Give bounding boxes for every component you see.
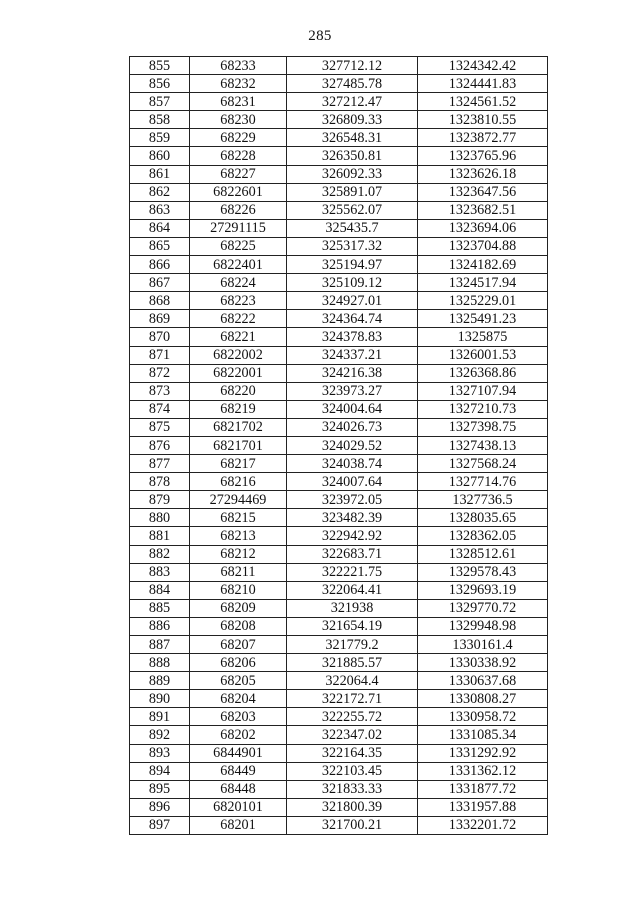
table-row — [130, 545, 548, 563]
row-index-cell: 893 — [130, 744, 190, 762]
y-coordinate-cell: 1323694.06 — [418, 219, 548, 237]
row-index-cell: 886 — [130, 617, 190, 635]
point-id-cell: 6821701 — [190, 436, 287, 454]
table-row — [130, 473, 548, 491]
row-index-cell: 895 — [130, 780, 190, 798]
y-coordinate-cell: 1323810.55 — [418, 111, 548, 129]
x-coordinate-cell: 326092.33 — [287, 165, 418, 183]
point-id-cell: 27294469 — [190, 491, 287, 509]
table-row — [130, 617, 548, 635]
y-coordinate-cell: 1329948.98 — [418, 617, 548, 635]
x-coordinate-cell: 324004.64 — [287, 400, 418, 418]
row-index-cell: 894 — [130, 762, 190, 780]
y-coordinate-cell: 1329578.43 — [418, 563, 548, 581]
y-coordinate-cell: 1324441.83 — [418, 75, 548, 93]
table-row — [130, 201, 548, 219]
point-id-cell: 68222 — [190, 310, 287, 328]
point-id-cell: 68201 — [190, 816, 287, 834]
row-index-cell: 887 — [130, 636, 190, 654]
table-row — [130, 147, 548, 165]
point-id-cell: 68233 — [190, 57, 287, 75]
y-coordinate-cell: 1327438.13 — [418, 436, 548, 454]
x-coordinate-cell: 326809.33 — [287, 111, 418, 129]
point-id-cell: 68202 — [190, 726, 287, 744]
row-index-cell: 872 — [130, 364, 190, 382]
y-coordinate-cell: 1324517.94 — [418, 274, 548, 292]
y-coordinate-cell: 1325229.01 — [418, 292, 548, 310]
y-coordinate-cell: 1326001.53 — [418, 346, 548, 364]
x-coordinate-cell: 322172.71 — [287, 690, 418, 708]
table-row — [130, 274, 548, 292]
row-index-cell: 885 — [130, 599, 190, 617]
y-coordinate-cell: 1323704.88 — [418, 237, 548, 255]
row-index-cell: 891 — [130, 708, 190, 726]
table-row — [130, 744, 548, 762]
table-row — [130, 418, 548, 436]
x-coordinate-cell: 321800.39 — [287, 798, 418, 816]
point-id-cell: 6844901 — [190, 744, 287, 762]
y-coordinate-cell: 1323682.51 — [418, 201, 548, 219]
x-coordinate-cell: 321833.33 — [287, 780, 418, 798]
table-row — [130, 527, 548, 545]
row-index-cell: 863 — [130, 201, 190, 219]
row-index-cell: 864 — [130, 219, 190, 237]
x-coordinate-cell: 321885.57 — [287, 654, 418, 672]
row-index-cell: 876 — [130, 436, 190, 454]
point-id-cell: 68206 — [190, 654, 287, 672]
y-coordinate-cell: 1330637.68 — [418, 672, 548, 690]
table-row — [130, 219, 548, 237]
row-index-cell: 868 — [130, 292, 190, 310]
row-index-cell: 878 — [130, 473, 190, 491]
point-id-cell: 68212 — [190, 545, 287, 563]
row-index-cell: 892 — [130, 726, 190, 744]
x-coordinate-cell: 321938 — [287, 599, 418, 617]
table-row — [130, 111, 548, 129]
x-coordinate-cell: 322064.4 — [287, 672, 418, 690]
y-coordinate-cell: 1324561.52 — [418, 93, 548, 111]
point-id-cell: 68209 — [190, 599, 287, 617]
point-id-cell: 68227 — [190, 165, 287, 183]
point-id-cell: 6822001 — [190, 364, 287, 382]
row-index-cell: 862 — [130, 183, 190, 201]
row-index-cell: 858 — [130, 111, 190, 129]
row-index-cell: 860 — [130, 147, 190, 165]
table-row — [130, 129, 548, 147]
point-id-cell: 68215 — [190, 509, 287, 527]
point-id-cell: 68205 — [190, 672, 287, 690]
table-row — [130, 780, 548, 798]
point-id-cell: 68223 — [190, 292, 287, 310]
point-id-cell: 6821702 — [190, 418, 287, 436]
y-coordinate-cell: 1327398.75 — [418, 418, 548, 436]
x-coordinate-cell: 325109.12 — [287, 274, 418, 292]
table-row — [130, 75, 548, 93]
y-coordinate-cell: 1328512.61 — [418, 545, 548, 563]
row-index-cell: 865 — [130, 237, 190, 255]
x-coordinate-cell: 322683.71 — [287, 545, 418, 563]
point-id-cell: 68224 — [190, 274, 287, 292]
row-index-cell: 884 — [130, 581, 190, 599]
row-index-cell: 881 — [130, 527, 190, 545]
point-id-cell: 68225 — [190, 237, 287, 255]
y-coordinate-cell: 1331877.72 — [418, 780, 548, 798]
x-coordinate-cell: 325317.32 — [287, 237, 418, 255]
point-id-cell: 6822401 — [190, 256, 287, 274]
x-coordinate-cell: 327485.78 — [287, 75, 418, 93]
point-id-cell: 68226 — [190, 201, 287, 219]
y-coordinate-cell: 1327736.5 — [418, 491, 548, 509]
x-coordinate-cell: 324216.38 — [287, 364, 418, 382]
point-id-cell: 68204 — [190, 690, 287, 708]
row-index-cell: 873 — [130, 382, 190, 400]
x-coordinate-cell: 322164.35 — [287, 744, 418, 762]
table-row — [130, 599, 548, 617]
table-row — [130, 364, 548, 382]
y-coordinate-cell: 1331085.34 — [418, 726, 548, 744]
point-id-cell: 6822002 — [190, 346, 287, 364]
table-row — [130, 672, 548, 690]
y-coordinate-cell: 1327714.76 — [418, 473, 548, 491]
y-coordinate-cell: 1323626.18 — [418, 165, 548, 183]
x-coordinate-cell: 325435.7 — [287, 219, 418, 237]
table-row — [130, 636, 548, 654]
point-id-cell: 68221 — [190, 328, 287, 346]
x-coordinate-cell: 324337.21 — [287, 346, 418, 364]
x-coordinate-cell: 324927.01 — [287, 292, 418, 310]
row-index-cell: 890 — [130, 690, 190, 708]
x-coordinate-cell: 324038.74 — [287, 455, 418, 473]
y-coordinate-cell: 1325875 — [418, 328, 548, 346]
x-coordinate-cell: 321779.2 — [287, 636, 418, 654]
y-coordinate-cell: 1329770.72 — [418, 599, 548, 617]
point-id-cell: 68208 — [190, 617, 287, 635]
point-id-cell: 6822601 — [190, 183, 287, 201]
point-id-cell: 68230 — [190, 111, 287, 129]
point-id-cell: 68228 — [190, 147, 287, 165]
point-id-cell: 68213 — [190, 527, 287, 545]
y-coordinate-cell: 1331957.88 — [418, 798, 548, 816]
y-coordinate-cell: 1327568.24 — [418, 455, 548, 473]
table-row — [130, 509, 548, 527]
x-coordinate-cell: 324029.52 — [287, 436, 418, 454]
row-index-cell: 889 — [130, 672, 190, 690]
row-index-cell: 867 — [130, 274, 190, 292]
y-coordinate-cell: 1332201.72 — [418, 816, 548, 834]
row-index-cell: 871 — [130, 346, 190, 364]
point-id-cell: 68211 — [190, 563, 287, 581]
row-index-cell: 859 — [130, 129, 190, 147]
x-coordinate-cell: 325891.07 — [287, 183, 418, 201]
x-coordinate-cell: 322347.02 — [287, 726, 418, 744]
table-row — [130, 183, 548, 201]
table-row — [130, 256, 548, 274]
point-id-cell: 68216 — [190, 473, 287, 491]
row-index-cell: 857 — [130, 93, 190, 111]
table-row — [130, 292, 548, 310]
coordinates-table — [129, 56, 548, 835]
x-coordinate-cell: 322064.41 — [287, 581, 418, 599]
point-id-cell: 68210 — [190, 581, 287, 599]
table-row — [130, 455, 548, 473]
row-index-cell: 856 — [130, 75, 190, 93]
table-row — [130, 654, 548, 672]
table-row — [130, 93, 548, 111]
x-coordinate-cell: 321654.19 — [287, 617, 418, 635]
table-row — [130, 165, 548, 183]
row-index-cell: 866 — [130, 256, 190, 274]
table-row — [130, 310, 548, 328]
table-row — [130, 328, 548, 346]
row-index-cell: 882 — [130, 545, 190, 563]
point-id-cell: 68449 — [190, 762, 287, 780]
row-index-cell: 869 — [130, 310, 190, 328]
point-id-cell: 6820101 — [190, 798, 287, 816]
table-row — [130, 346, 548, 364]
x-coordinate-cell: 324364.74 — [287, 310, 418, 328]
y-coordinate-cell: 1323872.77 — [418, 129, 548, 147]
x-coordinate-cell: 324007.64 — [287, 473, 418, 491]
point-id-cell: 68231 — [190, 93, 287, 111]
x-coordinate-cell: 325562.07 — [287, 201, 418, 219]
x-coordinate-cell: 322942.92 — [287, 527, 418, 545]
page-number: 285 — [308, 28, 332, 44]
table-row — [130, 581, 548, 599]
x-coordinate-cell: 324026.73 — [287, 418, 418, 436]
y-coordinate-cell: 1323765.96 — [418, 147, 548, 165]
y-coordinate-cell: 1327107.94 — [418, 382, 548, 400]
y-coordinate-cell: 1328362.05 — [418, 527, 548, 545]
table-row — [130, 436, 548, 454]
row-index-cell: 877 — [130, 455, 190, 473]
y-coordinate-cell: 1330958.72 — [418, 708, 548, 726]
y-coordinate-cell: 1326368.86 — [418, 364, 548, 382]
table-row — [130, 400, 548, 418]
x-coordinate-cell: 326548.31 — [287, 129, 418, 147]
table-row — [130, 816, 548, 834]
row-index-cell: 861 — [130, 165, 190, 183]
table-row — [130, 708, 548, 726]
y-coordinate-cell: 1329693.19 — [418, 581, 548, 599]
table-row — [130, 382, 548, 400]
y-coordinate-cell: 1330338.92 — [418, 654, 548, 672]
y-coordinate-cell: 1323647.56 — [418, 183, 548, 201]
x-coordinate-cell: 322221.75 — [287, 563, 418, 581]
x-coordinate-cell: 325194.97 — [287, 256, 418, 274]
point-id-cell: 68219 — [190, 400, 287, 418]
row-index-cell: 874 — [130, 400, 190, 418]
row-index-cell: 883 — [130, 563, 190, 581]
table-row — [130, 491, 548, 509]
x-coordinate-cell: 327212.47 — [287, 93, 418, 111]
table-row — [130, 57, 548, 75]
y-coordinate-cell: 1330808.27 — [418, 690, 548, 708]
row-index-cell: 888 — [130, 654, 190, 672]
row-index-cell: 879 — [130, 491, 190, 509]
point-id-cell: 68203 — [190, 708, 287, 726]
row-index-cell: 875 — [130, 418, 190, 436]
x-coordinate-cell: 323482.39 — [287, 509, 418, 527]
table-row — [130, 690, 548, 708]
y-coordinate-cell: 1330161.4 — [418, 636, 548, 654]
x-coordinate-cell: 322103.45 — [287, 762, 418, 780]
y-coordinate-cell: 1324182.69 — [418, 256, 548, 274]
point-id-cell: 68232 — [190, 75, 287, 93]
table-row — [130, 726, 548, 744]
x-coordinate-cell: 323973.27 — [287, 382, 418, 400]
point-id-cell: 68229 — [190, 129, 287, 147]
y-coordinate-cell: 1331362.12 — [418, 762, 548, 780]
x-coordinate-cell: 326350.81 — [287, 147, 418, 165]
table-row — [130, 563, 548, 581]
y-coordinate-cell: 1327210.73 — [418, 400, 548, 418]
point-id-cell: 68220 — [190, 382, 287, 400]
x-coordinate-cell: 322255.72 — [287, 708, 418, 726]
x-coordinate-cell: 321700.21 — [287, 816, 418, 834]
table-row — [130, 237, 548, 255]
table-body — [130, 57, 548, 835]
point-id-cell: 68217 — [190, 455, 287, 473]
x-coordinate-cell: 323972.05 — [287, 491, 418, 509]
y-coordinate-cell: 1328035.65 — [418, 509, 548, 527]
x-coordinate-cell: 324378.83 — [287, 328, 418, 346]
point-id-cell: 27291115 — [190, 219, 287, 237]
table-row — [130, 798, 548, 816]
point-id-cell: 68448 — [190, 780, 287, 798]
table-row — [130, 762, 548, 780]
row-index-cell: 897 — [130, 816, 190, 834]
y-coordinate-cell: 1331292.92 — [418, 744, 548, 762]
x-coordinate-cell: 327712.12 — [287, 57, 418, 75]
row-index-cell: 855 — [130, 57, 190, 75]
row-index-cell: 896 — [130, 798, 190, 816]
point-id-cell: 68207 — [190, 636, 287, 654]
y-coordinate-cell: 1324342.42 — [418, 57, 548, 75]
y-coordinate-cell: 1325491.23 — [418, 310, 548, 328]
row-index-cell: 870 — [130, 328, 190, 346]
row-index-cell: 880 — [130, 509, 190, 527]
